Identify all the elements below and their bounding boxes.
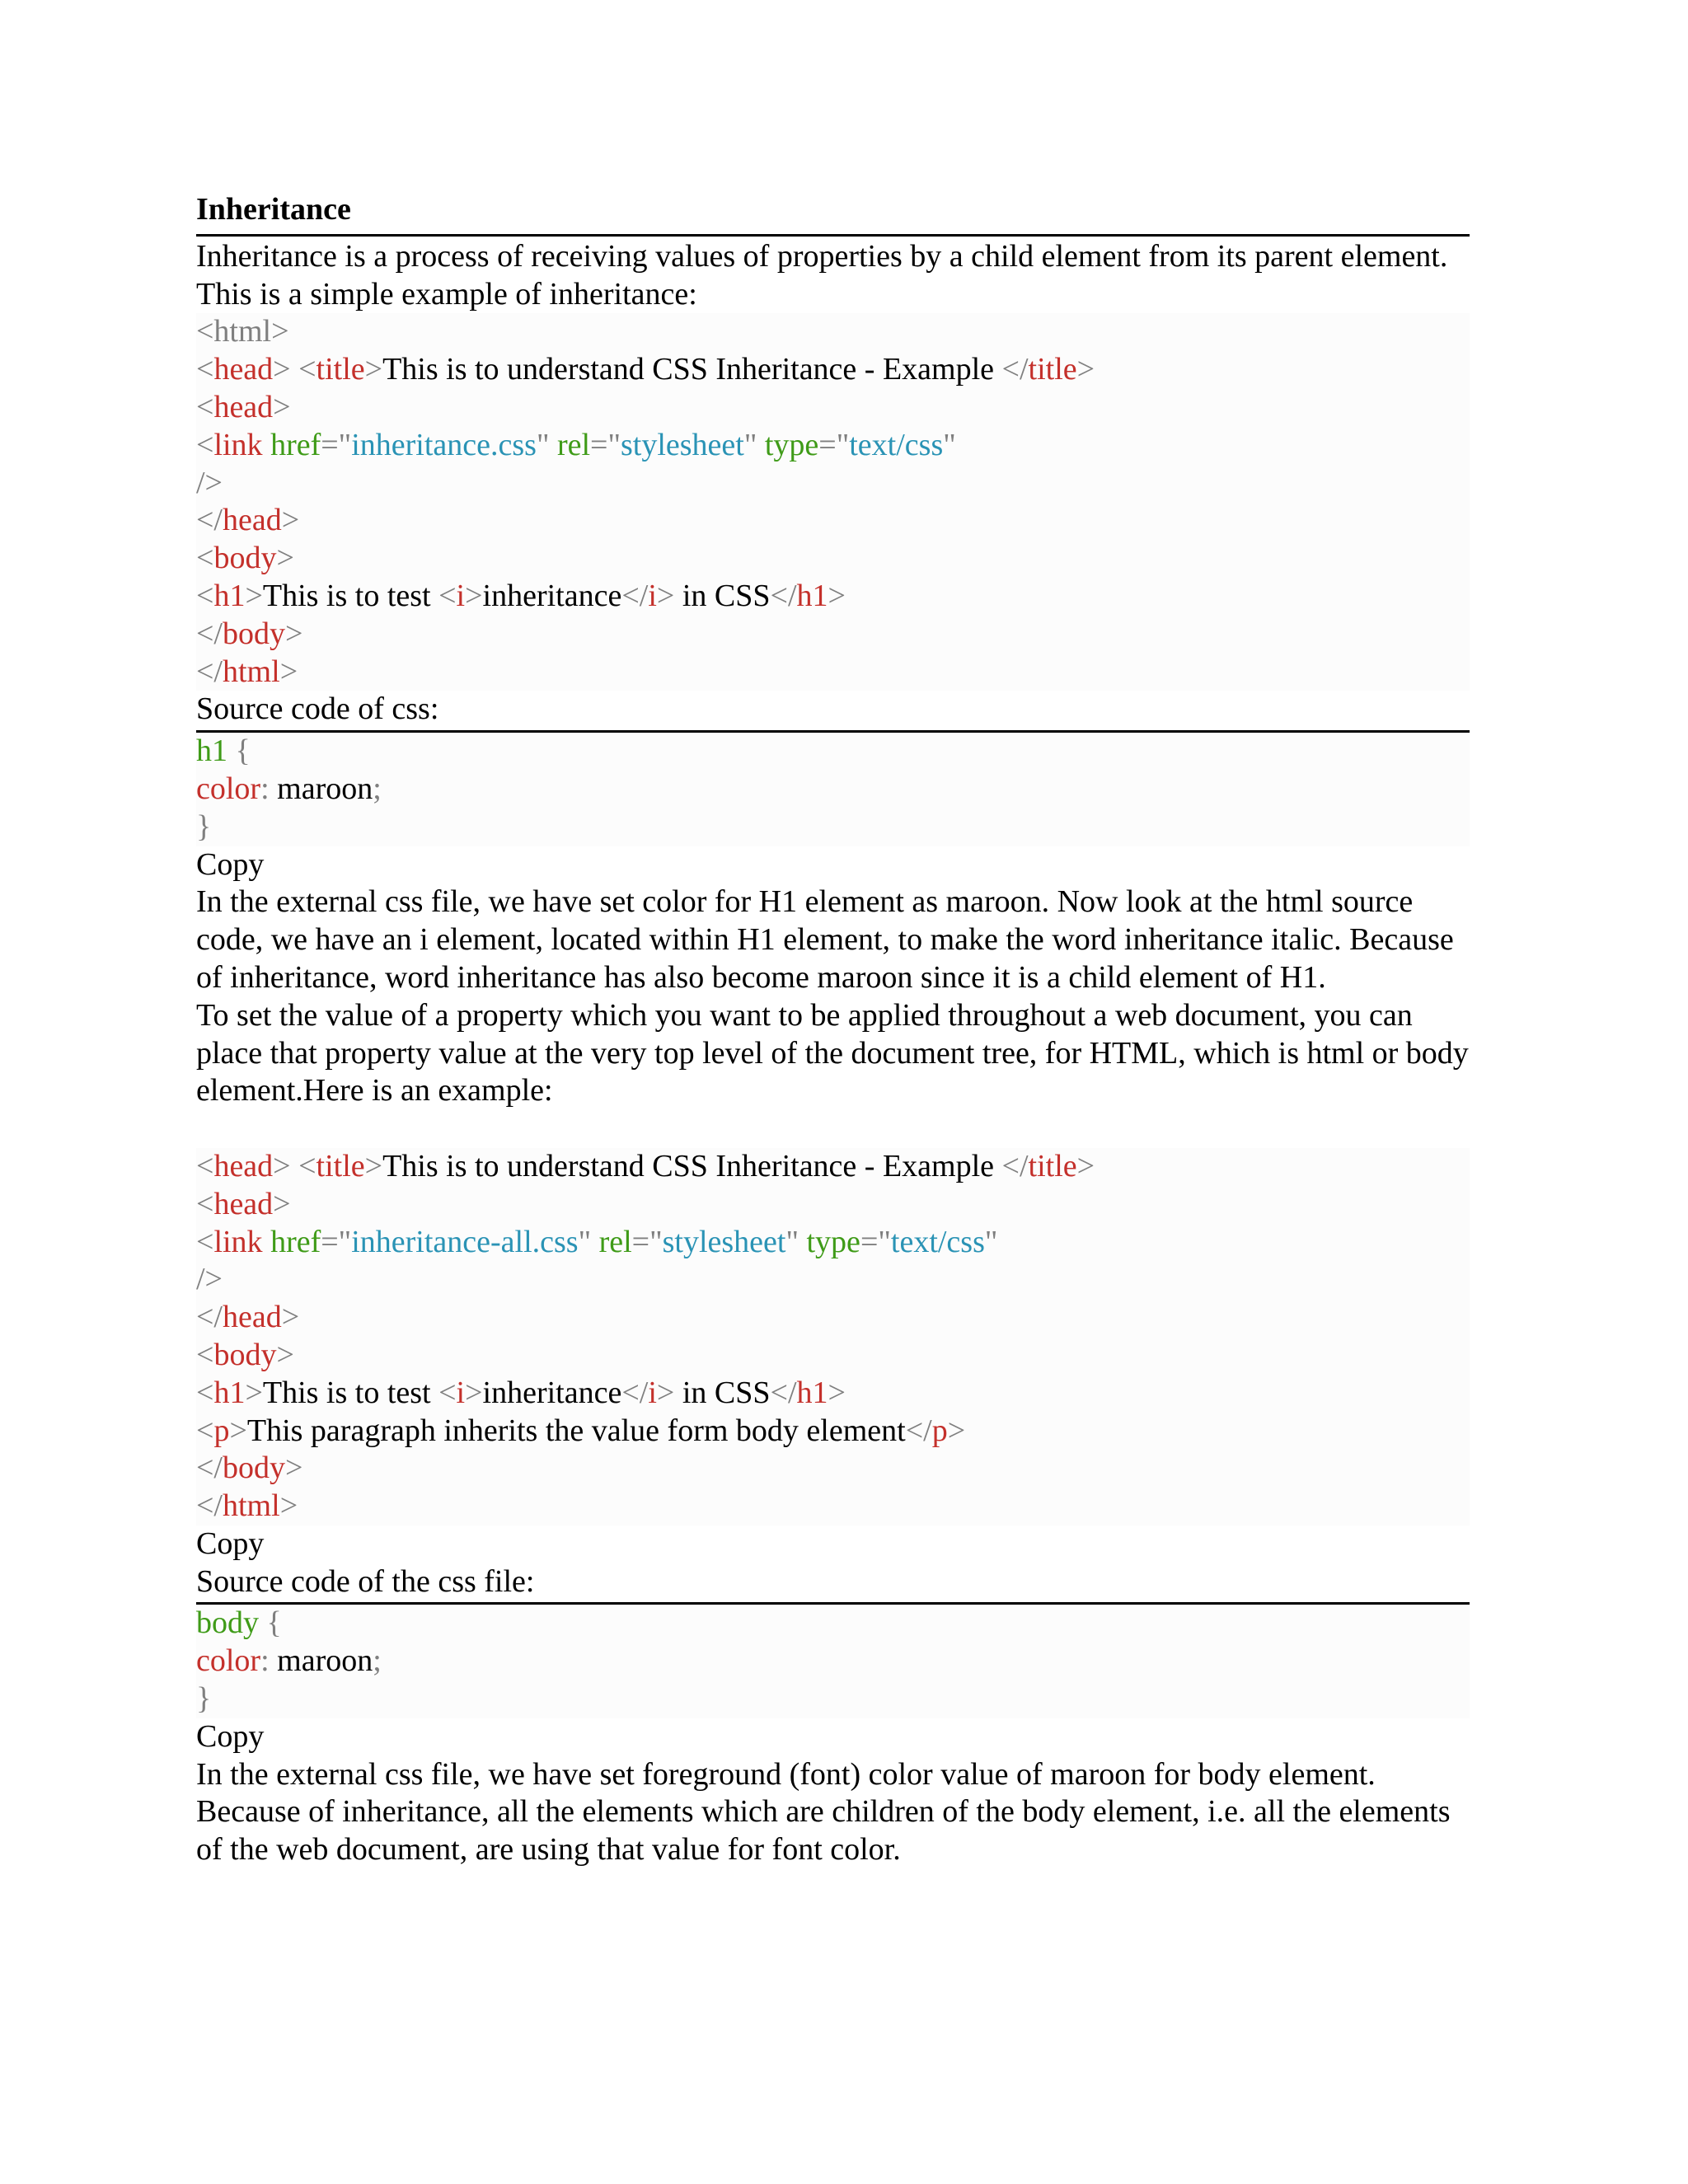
page-title: Inheritance — [196, 191, 1470, 237]
code-line — [196, 1413, 1470, 1451]
code-token: ; — [373, 771, 382, 806]
code-line — [196, 1299, 1470, 1337]
code-token: > — [1076, 1148, 1095, 1183]
code-token: color — [196, 1643, 261, 1679]
code-line — [196, 808, 1470, 846]
code-token: h1 — [796, 578, 828, 613]
explanation-paragraph-3: In the external css file, we have set foreground (font) color value of maroon for body element. Because of inheritance, all the elements which are children of the body element, i.e. all the elements of the web document, are using that value for font color. — [196, 1756, 1451, 1868]
code-token: inheritance.css — [351, 427, 537, 462]
code-token: > — [229, 1413, 247, 1448]
code-line — [196, 1261, 1470, 1299]
code-token: > — [947, 1413, 966, 1448]
code-line — [196, 313, 1470, 351]
code-token: < — [196, 541, 214, 576]
code-token: > — [656, 1375, 675, 1410]
code-token: " — [743, 427, 765, 462]
code-token: type — [764, 427, 819, 462]
code-token: < — [196, 1375, 214, 1410]
code-line — [196, 465, 1470, 503]
code-line — [196, 578, 1470, 616]
code-token: title — [1028, 1148, 1077, 1183]
code-token: ; — [373, 1643, 382, 1679]
code-line — [196, 616, 1470, 654]
code-token: < — [438, 1375, 457, 1410]
code-token: head — [223, 503, 282, 538]
code-token: /> — [196, 1262, 223, 1297]
code-token: </ — [1001, 352, 1029, 387]
code-token: inheritance — [482, 578, 622, 613]
code-token: This is to test — [262, 578, 439, 613]
code-line — [196, 1148, 1470, 1186]
code-token: " — [943, 427, 956, 462]
css-code-block-1 — [196, 733, 1470, 846]
code-token: body — [223, 616, 285, 651]
code-token: body — [223, 1451, 285, 1486]
code-token: head — [223, 1300, 282, 1335]
code-line — [196, 1375, 1470, 1413]
code-token: maroon — [269, 1643, 373, 1679]
code-token: </ — [770, 578, 797, 613]
code-token: head — [213, 1148, 274, 1183]
code-token: =" — [860, 1224, 891, 1259]
code-token: This paragraph inherits the value form body element — [246, 1413, 906, 1448]
code-token: > — [828, 578, 846, 613]
code-line — [196, 427, 1470, 465]
code-token: > — [364, 352, 383, 387]
code-token: > — [281, 503, 300, 538]
css-source-heading-2: Source code of the css file: — [196, 1563, 1470, 1605]
example-intro: This is a simple example of inheritance: — [196, 276, 697, 312]
code-token: title — [1028, 352, 1077, 387]
html-code-block-2 — [196, 1148, 1470, 1526]
code-token: : — [260, 771, 270, 806]
code-line — [196, 389, 1470, 427]
code-line — [196, 502, 1470, 540]
explanation-paragraph-1: In the external css file, we have set color for H1 element as maroon. Now look at the html source code, we have an i element, located within H1 element, to make the word inheritance italic. Because of inheritance, word inheritance has also become maroon since it is a child element of H1. — [196, 884, 1454, 995]
code-token: < — [438, 578, 457, 613]
code-token: </ — [196, 1488, 223, 1524]
code-line — [196, 771, 1470, 808]
code-token: color — [196, 771, 261, 806]
code-token: href — [270, 427, 321, 462]
code-token: html — [223, 1488, 280, 1524]
code-token: > — [273, 389, 291, 424]
code-token: " — [785, 1224, 807, 1259]
code-token: h1 — [213, 578, 246, 613]
code-token: h1 — [196, 733, 227, 769]
code-token: > — [465, 1375, 483, 1410]
code-line — [196, 1224, 1470, 1262]
code-token: href — [270, 1224, 321, 1259]
explanation-paragraph-2: To set the value of a property which you want to be applied throughout a web document, you can place that property value at the very top level of the document tree, for HTML, which is html or body element.Here is an example: — [196, 997, 1469, 1108]
code-token: < — [196, 427, 214, 462]
code-line — [196, 733, 1470, 771]
code-token: > — [279, 1488, 298, 1524]
code-token: < — [196, 1224, 214, 1259]
code-token: < — [196, 1186, 214, 1221]
code-token: < — [196, 578, 214, 613]
code-token: < — [196, 1148, 214, 1183]
document-page — [196, 191, 1470, 1869]
copy-button-3[interactable]: Copy — [196, 1718, 265, 1754]
code-line — [196, 1643, 1470, 1680]
code-token: body — [196, 1605, 259, 1641]
code-token: " — [578, 1224, 599, 1259]
code-token: head — [213, 1186, 274, 1221]
code-token: < — [196, 1413, 214, 1448]
code-token: body — [213, 1337, 277, 1372]
code-token: =" — [321, 1224, 352, 1259]
code-token: =" — [631, 1224, 663, 1259]
code-line — [196, 1488, 1470, 1526]
code-token: > — [273, 1186, 291, 1221]
intro-paragraph: Inheritance is a process of receiving values of properties by a child element from its parent element. — [196, 238, 1448, 274]
code-token: > — [281, 1300, 300, 1335]
code-token: i — [648, 1375, 657, 1410]
code-line — [196, 1450, 1470, 1488]
code-token — [263, 428, 271, 462]
code-token: This is to understand CSS Inheritance - Example — [382, 352, 1002, 387]
code-token: : — [260, 1643, 270, 1679]
css-code-block-2 — [196, 1605, 1470, 1718]
code-token: title — [316, 352, 365, 387]
code-token: > — [279, 654, 298, 689]
code-token: > — [276, 1337, 294, 1372]
code-token: in CSS — [674, 578, 771, 613]
html-code-block-1 — [196, 313, 1470, 691]
code-token: maroon — [269, 771, 373, 806]
code-token: " — [536, 427, 557, 462]
code-token: head — [213, 389, 274, 424]
code-token: </ — [770, 1375, 797, 1410]
code-token: =" — [590, 427, 621, 462]
code-token: > — [285, 616, 303, 651]
code-token: </ — [196, 1300, 223, 1335]
code-token: > — [285, 1451, 303, 1486]
code-token: html — [223, 654, 280, 689]
code-token: > — [364, 1148, 383, 1183]
code-token: link — [213, 427, 263, 462]
code-token: > — [276, 541, 294, 576]
code-token: p — [931, 1413, 948, 1448]
code-line — [196, 1605, 1470, 1643]
code-token: =" — [321, 427, 352, 462]
code-token: > — [828, 1375, 846, 1410]
code-token: { — [235, 733, 251, 769]
code-token: text/css — [890, 1224, 985, 1259]
code-token: </ — [621, 1375, 649, 1410]
code-token: rel — [598, 1224, 632, 1259]
code-token: rel — [556, 427, 591, 462]
code-token: </ — [1001, 1148, 1029, 1183]
code-token: i — [456, 578, 466, 613]
code-token: in CSS — [674, 1375, 771, 1410]
code-line — [196, 1680, 1470, 1718]
code-token: body — [213, 541, 277, 576]
copy-button-2[interactable]: Copy — [196, 1526, 265, 1561]
code-token: " — [984, 1224, 998, 1259]
code-token: h1 — [213, 1375, 246, 1410]
code-token: } — [196, 1681, 212, 1717]
code-token: > — [465, 578, 483, 613]
spacer — [196, 1110, 1470, 1148]
code-token: } — [196, 808, 212, 844]
code-token: > < — [273, 352, 316, 387]
code-line — [196, 1337, 1470, 1375]
code-token: =" — [818, 427, 850, 462]
code-token: This is to test — [262, 1375, 439, 1410]
css-source-heading-1: Source code of css: — [196, 691, 1470, 733]
code-token: type — [806, 1224, 860, 1259]
copy-button-1[interactable]: Copy — [196, 846, 265, 882]
code-token — [227, 733, 236, 768]
code-token: i — [456, 1375, 466, 1410]
code-token: i — [648, 578, 657, 613]
code-token: < — [196, 389, 214, 424]
code-token: < — [196, 1337, 214, 1372]
code-token: stylesheet — [620, 427, 744, 462]
code-token: stylesheet — [662, 1224, 786, 1259]
code-token: text/css — [849, 427, 944, 462]
code-token: inheritance-all.css — [351, 1224, 579, 1259]
code-token: > — [245, 1375, 263, 1410]
code-token: h1 — [796, 1375, 828, 1410]
code-token: { — [266, 1605, 282, 1641]
code-token: link — [213, 1224, 263, 1259]
code-line — [196, 654, 1470, 691]
code-token: < — [196, 352, 214, 387]
code-token — [263, 1225, 271, 1259]
code-token: > < — [273, 1148, 316, 1183]
code-token: <html> — [196, 314, 289, 349]
code-token: </ — [905, 1413, 932, 1448]
code-token: title — [316, 1148, 365, 1183]
code-line — [196, 1186, 1470, 1224]
code-line — [196, 351, 1470, 389]
code-token: > — [245, 578, 263, 613]
code-token: > — [656, 578, 675, 613]
code-line — [196, 540, 1470, 578]
code-token: </ — [196, 654, 223, 689]
code-token: </ — [196, 616, 223, 651]
code-token: head — [213, 352, 274, 387]
code-token: This is to understand CSS Inheritance - Example — [382, 1148, 1002, 1183]
code-token: </ — [196, 1451, 223, 1486]
code-token: </ — [196, 503, 223, 538]
code-token: inheritance — [482, 1375, 622, 1410]
code-token — [259, 1605, 267, 1640]
code-token: /> — [196, 465, 223, 500]
code-token: p — [213, 1413, 230, 1448]
code-token: > — [1076, 352, 1095, 387]
code-token: </ — [621, 578, 649, 613]
